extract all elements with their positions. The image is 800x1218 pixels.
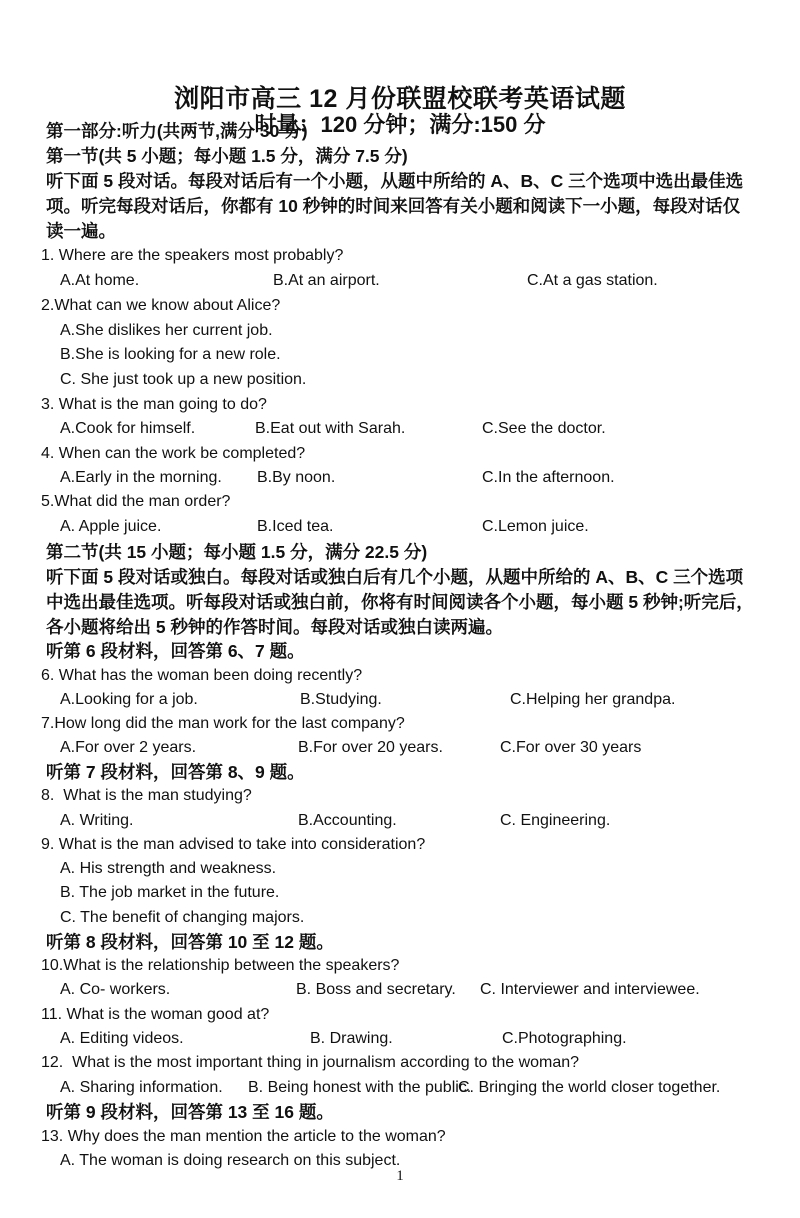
option-c: C.In the afternoon. [482,469,615,486]
cn-text-line: 听第 7 段材料，回答第 8、9 题。 [46,762,305,782]
cn-text-line: 第一部分:听力(共两节,满分 30 分) [46,121,308,141]
option-c: C.Helping her grandpa. [510,691,676,708]
cn-text-line: 听下面 5 段对话。每段对话后有一个小题，从题中所给的 A、B、C 三个选项中选出最佳选 [46,171,744,191]
question-text: 4. When can the work be completed? [41,445,306,462]
cn-text-line: 读一遍。 [46,221,116,241]
question-text: 7.How long did the man work for the last company? [41,715,405,732]
option-c: C.At a gas station. [527,272,658,289]
question-text: 11. What is the woman good at? [41,1006,270,1023]
option-c: C.Photographing. [502,1030,627,1047]
option-b: B. Boss and secretary. [296,981,456,998]
option-b: B. Being honest with the public. [248,1079,472,1096]
option-c: C. Engineering. [500,812,611,829]
option-b: B.At an airport. [273,272,380,289]
question-text: 3. What is the man going to do? [41,396,267,413]
option-c: C.Lemon juice. [482,518,589,535]
question-text: 10.What is the relationship between the speakers? [41,957,400,974]
option-b: B.Iced tea. [257,518,334,535]
option-line: B. The job market in the future. [60,884,280,901]
option-line: A. His strength and weakness. [60,860,277,877]
option-line: C. She just took up a new position. [60,371,307,388]
exam-title: 浏阳市高三 12 月份联盟校联考英语试题 [174,84,626,113]
option-b: B. Drawing. [310,1030,393,1047]
option-b: B.Studying. [300,691,382,708]
cn-text-line: 中选出最佳选项。听每段对话或独白前，你将有时间阅读各个小题，每小题 5 秒钟;听完后， [46,592,754,612]
option-a: A. Writing. [60,812,134,829]
option-a: A.At home. [60,272,140,289]
cn-text-line: 各小题将给出 5 秒钟的作答时间。每段对话或独白读两遍。 [46,617,503,637]
cn-text-line: 第一节(共 5 小题；每小题 1.5 分，满分 7.5 分) [46,146,408,166]
option-a: A.Looking for a job. [60,691,198,708]
option-a: A.For over 2 years. [60,739,197,756]
option-b: B.Accounting. [298,812,397,829]
option-c: C. Interviewer and interviewee. [480,981,700,998]
option-line: C. The benefit of changing majors. [60,909,305,926]
cn-text-line: 听第 8 段材料，回答第 10 至 12 题。 [46,932,334,952]
option-a: A. Sharing information. [60,1079,223,1096]
page-number: 1 [396,1168,404,1184]
question-text: 1. Where are the speakers most probably? [41,247,344,264]
cn-text-line: 听第 9 段材料，回答第 13 至 16 题。 [46,1102,334,1122]
question-text: 2.What can we know about Alice? [41,297,281,314]
question-text: 12. What is the most important thing in journalism according to the woman? [41,1054,580,1071]
option-c: C.For over 30 years [500,739,642,756]
option-a: A.Cook for himself. [60,420,196,437]
option-line: A.She dislikes her current job. [60,322,273,339]
option-line: B.She is looking for a new role. [60,346,281,363]
cn-text-line: 第二节(共 15 小题；每小题 1.5 分，满分 22.5 分) [46,542,428,562]
question-text: 13. Why does the man mention the article to the woman? [41,1128,446,1145]
question-text: 6. What has the woman been doing recently? [41,667,363,684]
option-a: A. Editing videos. [60,1030,184,1047]
option-b: B.By noon. [257,469,336,486]
option-c: C. Bringing the world closer together. [458,1079,721,1096]
option-b: B.For over 20 years. [298,739,443,756]
option-line: A. The woman is doing research on this subject. [60,1152,401,1169]
option-a: A. Apple juice. [60,518,162,535]
cn-text-line: 听下面 5 段对话或独白。每段对话或独白后有几个小题，从题中所给的 A、B、C 三个选项 [46,567,744,587]
exam-subtitle: 时量：120 分钟；满分:150 分 [254,112,546,138]
option-b: B.Eat out with Sarah. [255,420,406,437]
option-a: A.Early in the morning. [60,469,222,486]
option-c: C.See the doctor. [482,420,606,437]
question-text: 8. What is the man studying? [41,787,252,804]
option-a: A. Co- workers. [60,981,171,998]
cn-text-line: 听第 6 段材料，回答第 6、7 题。 [46,641,305,661]
question-text: 5.What did the man order? [41,493,231,510]
cn-text-line: 项。听完每段对话后，你都有 10 秒钟的时间来回答有关小题和阅读下一小题，每段对话仅 [46,196,741,216]
question-text: 9. What is the man advised to take into consideration? [41,836,426,853]
